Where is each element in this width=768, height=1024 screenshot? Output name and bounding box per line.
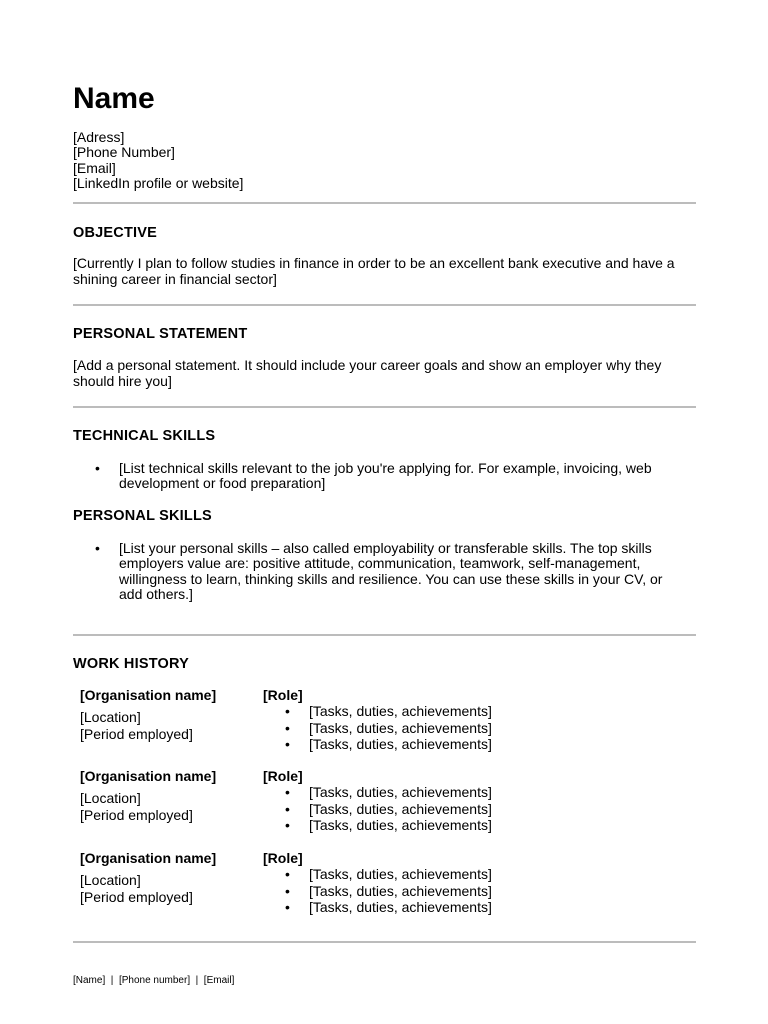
divider-work-history	[73, 941, 696, 943]
bullet-icon: •	[285, 866, 290, 883]
job-organisation-column	[80, 850, 260, 905]
list-item	[73, 541, 696, 602]
job-location: [Location]	[80, 872, 141, 889]
technical-skills-heading: TECHNICAL SKILLS	[73, 428, 216, 444]
task-text: [Tasks, duties, achievements]	[309, 800, 492, 817]
task-item	[263, 736, 683, 752]
technical-skill-text: [List technical skills relevant to the job you're applying for. For example, invoicing, web development or food preparation]	[119, 460, 652, 492]
task-item	[263, 801, 683, 817]
task-item	[263, 866, 683, 882]
bullet-icon: •	[285, 898, 290, 915]
task-item	[263, 703, 683, 719]
task-item	[263, 720, 683, 736]
task-text: [Tasks, duties, achievements]	[309, 784, 492, 801]
email-line: [Email]	[73, 159, 116, 176]
job-role: [Role]	[263, 850, 303, 866]
footer-text: [Name] | [Phone number] | [Email]	[73, 975, 235, 986]
task-text: [Tasks, duties, achievements]	[309, 898, 492, 915]
address-line: [Adress]	[73, 129, 125, 145]
personal-skills-heading: PERSONAL SKILLS	[73, 508, 212, 524]
bullet-icon: •	[285, 800, 290, 817]
linkedin-line: [LinkedIn profile or website]	[73, 174, 244, 191]
list-item	[73, 461, 696, 492]
phone-line: [Phone Number]	[73, 144, 175, 161]
job-location: [Location]	[80, 790, 141, 807]
divider-objective	[73, 304, 696, 306]
task-text: [Tasks, duties, achievements]	[309, 735, 492, 752]
bullet-icon: •	[285, 719, 290, 736]
bullet-icon: •	[285, 703, 290, 720]
job-location: [Location]	[80, 709, 141, 726]
bullet-icon: •	[285, 816, 290, 833]
objective-text: [Currently I plan to follow studies in finance in order to be an excellent bank executive and have a shining career in financial sector]	[73, 255, 675, 287]
job-period: [Period employed]	[80, 806, 193, 823]
page-footer	[73, 975, 234, 986]
task-item	[263, 883, 683, 899]
divider-statement	[73, 406, 696, 408]
personal-skills-list	[73, 541, 696, 602]
job-role: [Role]	[263, 768, 303, 784]
organisation-name: [Organisation name]	[80, 850, 217, 866]
work-history-heading: WORK HISTORY	[73, 656, 189, 672]
objective-heading: OBJECTIVE	[73, 225, 157, 241]
organisation-name: [Organisation name]	[80, 687, 217, 703]
job-role-column	[263, 850, 683, 915]
task-item	[263, 817, 683, 833]
task-text: [Tasks, duties, achievements]	[309, 866, 492, 883]
task-text: [Tasks, duties, achievements]	[309, 719, 492, 736]
bullet-icon: •	[95, 540, 100, 556]
resume-name: Name	[73, 82, 155, 115]
bullet-icon: •	[285, 882, 290, 899]
personal-skill-text: [List your personal skills – also called employability or transferable skills. The top skills employers value are: positive attitude, communication, teamwork, self-management, willingness to learn, thinking skills and resilience. You can use these skills in your CV, or add others.]	[119, 540, 663, 602]
job-period: [Period employed]	[80, 725, 193, 742]
bullet-icon: •	[285, 735, 290, 752]
job-role-column	[263, 687, 683, 752]
divider-contact	[73, 202, 696, 204]
job-role-column	[263, 768, 683, 833]
organisation-name: [Organisation name]	[80, 768, 217, 784]
personal-statement-heading: PERSONAL STATEMENT	[73, 326, 248, 342]
job-organisation-column	[80, 687, 260, 742]
task-item	[263, 784, 683, 800]
personal-statement-text: [Add a personal statement. It should include your career goals and show an employer why they should hire you]	[73, 357, 662, 389]
job-organisation-column	[80, 768, 260, 823]
divider-skills	[73, 634, 696, 636]
task-item	[263, 899, 683, 915]
job-role: [Role]	[263, 687, 303, 703]
technical-skills-list	[73, 461, 696, 492]
job-period: [Period employed]	[80, 888, 193, 905]
bullet-icon: •	[285, 784, 290, 801]
task-text: [Tasks, duties, achievements]	[309, 703, 492, 720]
bullet-icon: •	[95, 460, 100, 476]
task-text: [Tasks, duties, achievements]	[309, 882, 492, 899]
task-text: [Tasks, duties, achievements]	[309, 816, 492, 833]
contact-block	[73, 130, 243, 191]
